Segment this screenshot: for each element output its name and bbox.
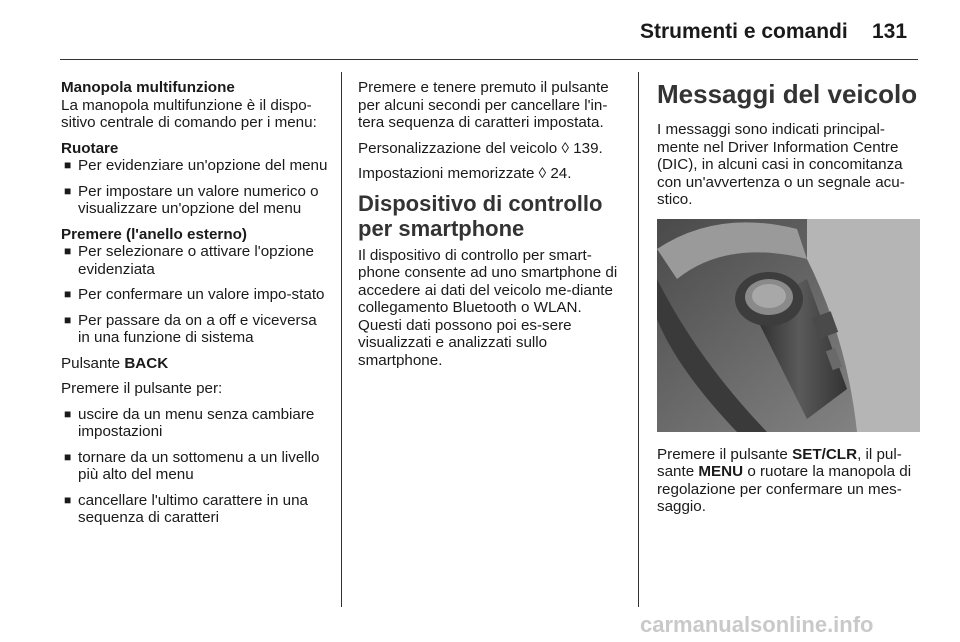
column-divider [341, 72, 342, 607]
list-item-text: cancellare l'ultimo carattere in una sequenza di caratteri [78, 491, 308, 526]
list-item [61, 183, 329, 218]
page-number: 131 [872, 20, 908, 43]
list-item [61, 406, 329, 441]
column-2 [358, 79, 624, 377]
list-item-text: Per selezionare o attivare l'opzione evidenziata [78, 243, 314, 278]
column-1 [61, 79, 329, 535]
cross-reference: Personalizzazione del veicolo ◊ 139. [358, 139, 603, 157]
text: , il pul-sante [657, 445, 902, 480]
page-header-title: Strumenti e comandi [640, 20, 848, 43]
subheading: Manopola multifunzione [61, 79, 235, 96]
subheading: Ruotare [61, 139, 119, 157]
paragraph: Premere e tenere premuto il pulsante per alcuni secondi per cancellare l'in-tera sequenza di caratteri impostata. [358, 79, 609, 131]
cross-reference: Impostazioni memorizzate ◊ 24. [358, 165, 572, 182]
section-heading: Messaggi del veicolo [657, 79, 918, 109]
bullet-icon: ■ [64, 244, 72, 258]
section-heading: Dispositivo di controllo per smartphone [358, 190, 603, 241]
button-name: BACK [124, 354, 169, 372]
button-name: MENU [698, 463, 744, 480]
header-rule [60, 59, 918, 60]
text: o ruotare la manopola di regolazione per confermare un mes-saggio. [657, 463, 912, 515]
list-item [61, 157, 329, 175]
list-item [61, 286, 329, 304]
bullet-icon: ■ [64, 449, 72, 464]
list-item-text: Per confermare un valore impo-stato [78, 286, 325, 303]
text: Pulsante [61, 354, 125, 372]
column-divider [638, 72, 639, 607]
bullet-icon: ■ [64, 158, 72, 172]
list-item [61, 312, 329, 347]
list-item-text: Per impostare un valore numerico o visualizzare un'opzione del menu [78, 182, 319, 217]
bullet-icon: ■ [64, 492, 72, 507]
paragraph: La manopola multifunzione è il dispo-sitivo centrale di comando per i menu: [61, 96, 317, 131]
list-item [61, 243, 329, 278]
watermark: carmanualsonline.info [640, 612, 874, 637]
stalk-photo-illustration [657, 219, 920, 432]
list-item [61, 492, 329, 527]
list-item-text: uscire da un menu senza cambiare impostazioni [78, 405, 315, 440]
subheading: Premere (l'anello esterno) [61, 225, 247, 243]
paragraph [657, 446, 922, 516]
bullet-icon: ■ [64, 183, 72, 198]
bullet-icon: ■ [64, 406, 72, 421]
steering-column-stalk-image [657, 219, 920, 432]
paragraph [61, 355, 329, 373]
text: Premere il pulsante [657, 445, 793, 463]
paragraph: I messaggi sono indicati principal-mente nel Driver Information Centre (DIC), in alcuni casi in concomitanza con un'avvertenza o un segnale acu-stico. [657, 121, 905, 208]
bullet-icon: ■ [64, 287, 72, 301]
button-name: SET/CLR [792, 445, 858, 463]
list-item-text: tornare da un sottomenu a un livello più alto del menu [78, 448, 320, 483]
bullet-icon: ■ [64, 312, 72, 327]
column-3 [657, 79, 922, 524]
list-item-text: Per evidenziare un'opzione del menu [78, 157, 328, 174]
paragraph: Premere il pulsante per: [61, 380, 223, 397]
list-item [61, 449, 329, 484]
paragraph: Il dispositivo di controllo per smart-phone consente ad uno smartphone di accedere ai dati del veicolo me-diante collegamento Bluetooth o WLAN. Questi dati possono poi es-sere visualizzati e analizzati sullo smartphone. [358, 246, 618, 369]
list-item-text: Per passare da on a off e viceversa in una funzione di sistema [78, 311, 317, 346]
